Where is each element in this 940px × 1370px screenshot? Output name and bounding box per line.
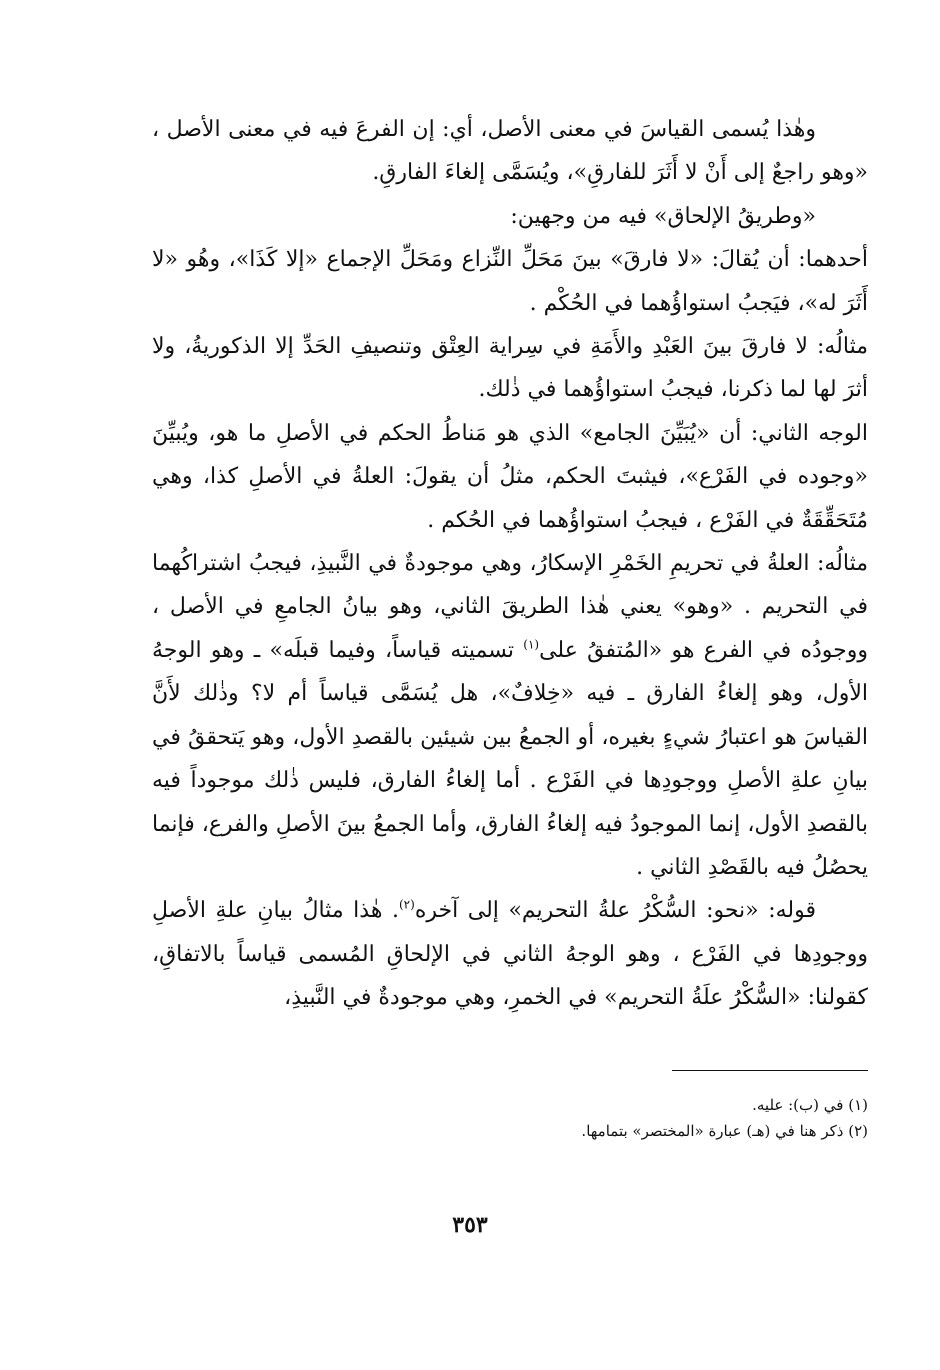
paragraph-6-part-1: مثالُه: العلةُ في تحريمِ الخَمْرِ الإسكارُ، وهي موجودةٌ في النَّبيذِ، فيجبُ اشتراكُهما في التحريم . «وهو» يعني هٰذا الطريقَ الثاني، وهو بيانُ الجامعِ في الأصل ، ووجودُه في الفرع هو «المُتفقُ على	[152, 551, 869, 663]
footnote-1: (١) في (ب): عليه.	[752, 1096, 868, 1114]
paragraph-7-part-1: قوله: «نحو: السُّكْرُ علةُ التحريم» إلى آخره	[414, 898, 816, 924]
paragraph-3: أحدهما: أن يُقالَ: «لا فارقَ» بينَ مَحَلِّ النِّزاع ومَحَلِّ الإجماع «إلا كَذَا»، وهُو «لا أَثَرَ له»، فيَجبُ استواؤُهما في الحُكْم .	[152, 247, 868, 316]
paragraph-4: مثالُه: لا فارقَ بينَ العَبْدِ والأَمَةِ في سِراية العِتْق وتنصيفِ الحَدِّ إلا الذكوريةُ، ولا أثرَ لها لما ذكرنا، فيجبُ استواؤُهما في ذٰلك.	[152, 334, 868, 403]
paragraph-7	[152, 889, 868, 1019]
paragraph-2: «وطريقُ الإلحاق» فيه من وجهين:	[510, 203, 816, 229]
paragraph-6-part-2: تسميته قياساً، وفيما قبلَه» ـ وهو الوجهُ الأول، وهو إلغاءُ الفارق ـ فيه «خِلافٌ»، هل يُسَمَّى قياساً أم لا؟ وذٰلك لأَنَّ القياسَ هو اعتبارُ شيءٍ بغيره، أو الجمعُ بين شيئين بالقصدِ الأول، وهو يَتحققُ في بيانِ علةِ الأصلِ ووجودِها في الفَرْع . أما إلغاءُ الفارق، فليس ذٰلك موجوداً فيه بالقصدِ الأول، إنما الموجودُ فيه إلغاءُ الفارق، وأما الجمعُ بينَ الأصلِ والفرع، فإنما يحصُلُ فيه بالقَصْدِ الثاني .	[152, 637, 868, 880]
paragraph-5: الوجه الثاني: أن «يُبَيِّنَ الجامع» الذي هو مَناطُ الحكم في الأصلِ ما هو، ويُبيِّنَ «وجوده في الفَرْع»، فيثبتَ الحكم، مثلُ أن يقولَ: العلةُ في الأصلِ كذا، وهي مُتَحَقِّقَةٌ في الفَرْع ، فيجبُ استواؤُهما في الحُكم .	[152, 420, 868, 533]
footnote-ref-1: (١)	[523, 637, 540, 652]
footnote-divider	[672, 1070, 868, 1071]
footnote-2: (٢) ذكر هنا في (هـ) عبارة «المختصر» بتمامها.	[581, 1122, 868, 1140]
paragraph-1: وهٰذا يُسمى القياسَ في معنى الأصل، أي: إن الفرعَ فيه في معنى الأصل ، «وهو راجعٌ إلى أَنْ لا أَثَرَ للفارقِ»، ويُسَمَّى إلغاءَ الفارقِ.	[152, 117, 868, 186]
main-text	[152, 108, 868, 1020]
paragraph-7-part-2: . هٰذا مثالُ بيانِ علةِ الأصلِ ووجودِها في الفَرْع ، وهو الوجهُ الثاني في الإلحاقِ المُسمى قياساً بالاتفاقِ، كقولنا: «السُّكْرُ علَةُ التحريم» في الخمرِ، وهي موجودةٌ في النَّبيذِ،	[152, 898, 868, 1011]
footnotes	[152, 1092, 868, 1144]
page-number: ٣٥٣	[452, 1212, 488, 1238]
paragraph-6	[152, 542, 868, 889]
footnote-ref-2: (٢)	[398, 897, 415, 912]
